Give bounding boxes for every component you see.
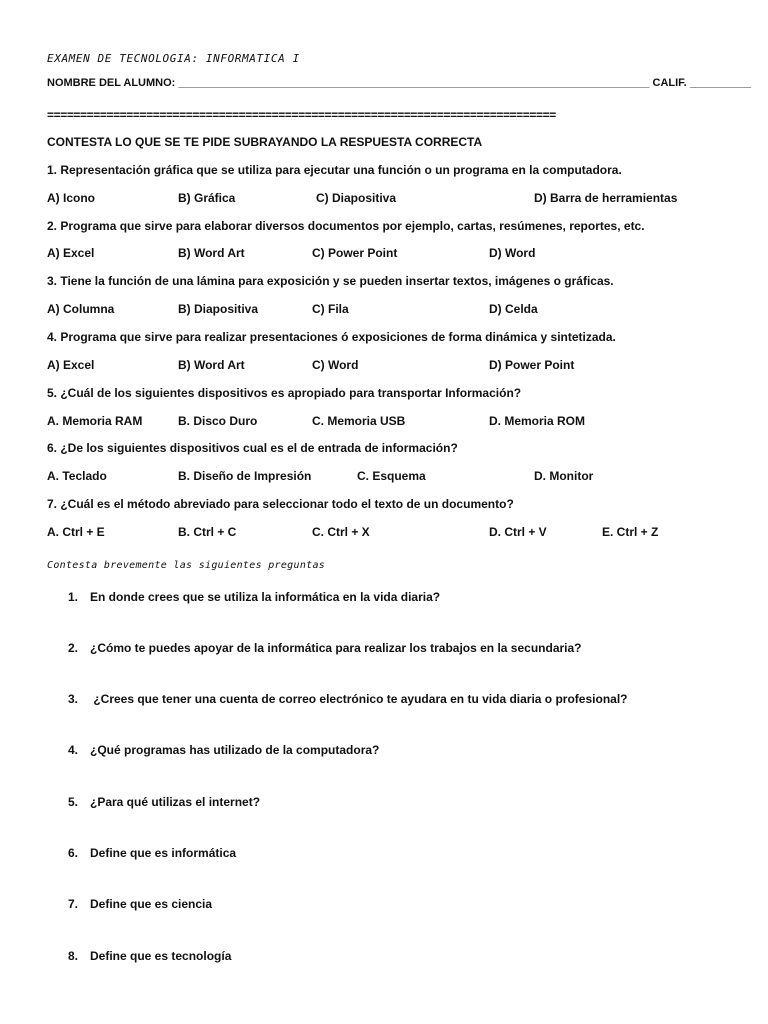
q4-option-b: B) Word Art bbox=[178, 358, 245, 372]
grade-label: CALIF. bbox=[652, 77, 687, 89]
open-question-number: 1. bbox=[68, 590, 79, 604]
separator-line: ============================================================================= bbox=[47, 108, 556, 122]
open-question-text: Define que es ciencia bbox=[90, 897, 213, 911]
q7-option-a: A. Ctrl + E bbox=[47, 525, 105, 539]
q1-option-d: D) Barra de herramientas bbox=[534, 191, 678, 205]
q4-option-a: A) Excel bbox=[47, 358, 95, 372]
q4-option-c: C) Word bbox=[312, 358, 359, 372]
open-question-number: 6. bbox=[68, 846, 79, 860]
open-question-text: ¿Crees que tener una cuenta de correo electrónico te ayudara en tu vida diaria o profesional? bbox=[90, 692, 628, 706]
open-question-1 bbox=[68, 590, 440, 604]
q4-option-d: D) Power Point bbox=[489, 358, 575, 372]
q3-option-a: A) Columna bbox=[47, 302, 115, 316]
student-name-row bbox=[47, 77, 751, 89]
open-question-text: ¿Para qué utilizas el internet? bbox=[90, 795, 261, 809]
open-question-text: Define que es informática bbox=[90, 846, 237, 860]
q5-option-b: B. Disco Duro bbox=[178, 414, 258, 428]
q7-option-d: D. Ctrl + V bbox=[489, 525, 547, 539]
question-3: 3. Tiene la función de una lámina para exposición y se pueden insertar textos, imágenes o gráficas. bbox=[47, 274, 614, 288]
q6-option-c: C. Esquema bbox=[357, 469, 426, 483]
q6-option-d: D. Monitor bbox=[534, 469, 594, 483]
q2-option-a: A) Excel bbox=[47, 246, 95, 260]
q7-option-e: E. Ctrl + Z bbox=[602, 525, 659, 539]
q7-option-c: C. Ctrl + X bbox=[312, 525, 370, 539]
q7-option-b: B. Ctrl + C bbox=[178, 525, 237, 539]
q6-option-b: B. Diseño de Impresión bbox=[178, 469, 312, 483]
open-question-6 bbox=[68, 846, 236, 860]
q1-option-a: A) Icono bbox=[47, 191, 95, 205]
open-question-2 bbox=[68, 641, 582, 655]
open-question-7 bbox=[68, 897, 212, 911]
q5-option-c: C. Memoria USB bbox=[312, 414, 406, 428]
open-question-number: 5. bbox=[68, 795, 79, 809]
q5-option-a: A. Memoria RAM bbox=[47, 414, 143, 428]
exam-title: EXAMEN DE TECNOLOGIA: INFORMATICA I bbox=[47, 52, 300, 65]
open-question-text: ¿Cómo te puedes apoyar de la informática para realizar los trabajos en la secundaria? bbox=[90, 641, 582, 655]
open-question-number: 2. bbox=[68, 641, 79, 655]
q1-option-c: C) Diapositiva bbox=[316, 191, 397, 205]
open-question-text: ¿Qué programas has utilizado de la computadora? bbox=[90, 743, 380, 757]
q2-option-d: D) Word bbox=[489, 246, 536, 260]
section2-instruction: Contesta brevemente las siguientes preguntas bbox=[47, 560, 326, 571]
student-name-label: NOMBRE DEL ALUMNO: bbox=[47, 77, 176, 89]
open-question-number: 3. bbox=[68, 692, 79, 706]
q3-option-b: B) Diapositiva bbox=[178, 302, 259, 316]
q1-option-b: B) Gráfica bbox=[178, 191, 236, 205]
open-question-number: 8. bbox=[68, 949, 79, 963]
question-4: 4. Programa que sirve para realizar presentaciones ó exposiciones de forma dinámica y sintetizada. bbox=[47, 330, 616, 344]
question-1: 1. Representación gráfica que se utiliza para ejecutar una función o un programa en la computadora. bbox=[47, 163, 622, 177]
grade-blank: __________ bbox=[689, 77, 751, 89]
open-question-text: En donde crees que se utiliza la informática en la vida diaria? bbox=[90, 590, 441, 604]
q6-option-a: A. Teclado bbox=[47, 469, 107, 483]
open-question-number: 4. bbox=[68, 743, 79, 757]
open-question-3 bbox=[68, 692, 627, 706]
question-6: 6. ¿De los siguientes dispositivos cual es el de entrada de información? bbox=[47, 441, 458, 455]
open-question-text: Define que es tecnología bbox=[90, 949, 232, 963]
section1-instruction: CONTESTA LO QUE SE TE PIDE SUBRAYANDO LA RESPUESTA CORRECTA bbox=[47, 135, 483, 149]
open-question-4 bbox=[68, 743, 379, 757]
q5-option-d: D. Memoria ROM bbox=[489, 414, 586, 428]
q3-option-c: C) Fila bbox=[312, 302, 349, 316]
open-question-number: 7. bbox=[68, 897, 79, 911]
question-7: 7. ¿Cuál es el método abreviado para seleccionar todo el texto de un documento? bbox=[47, 497, 514, 511]
open-question-5 bbox=[68, 795, 260, 809]
q2-option-b: B) Word Art bbox=[178, 246, 245, 260]
q3-option-d: D) Celda bbox=[489, 302, 538, 316]
question-2: 2. Programa que sirve para elaborar diversos documentos por ejemplo, cartas, resúmenes, reportes, etc. bbox=[47, 219, 645, 233]
student-name-blank: _____________________________________________________________________________ bbox=[178, 77, 650, 89]
q2-option-c: C) Power Point bbox=[312, 246, 398, 260]
open-question-8 bbox=[68, 949, 231, 963]
question-5: 5. ¿Cuál de los siguientes dispositivos es apropiado para transportar Información? bbox=[47, 386, 522, 400]
